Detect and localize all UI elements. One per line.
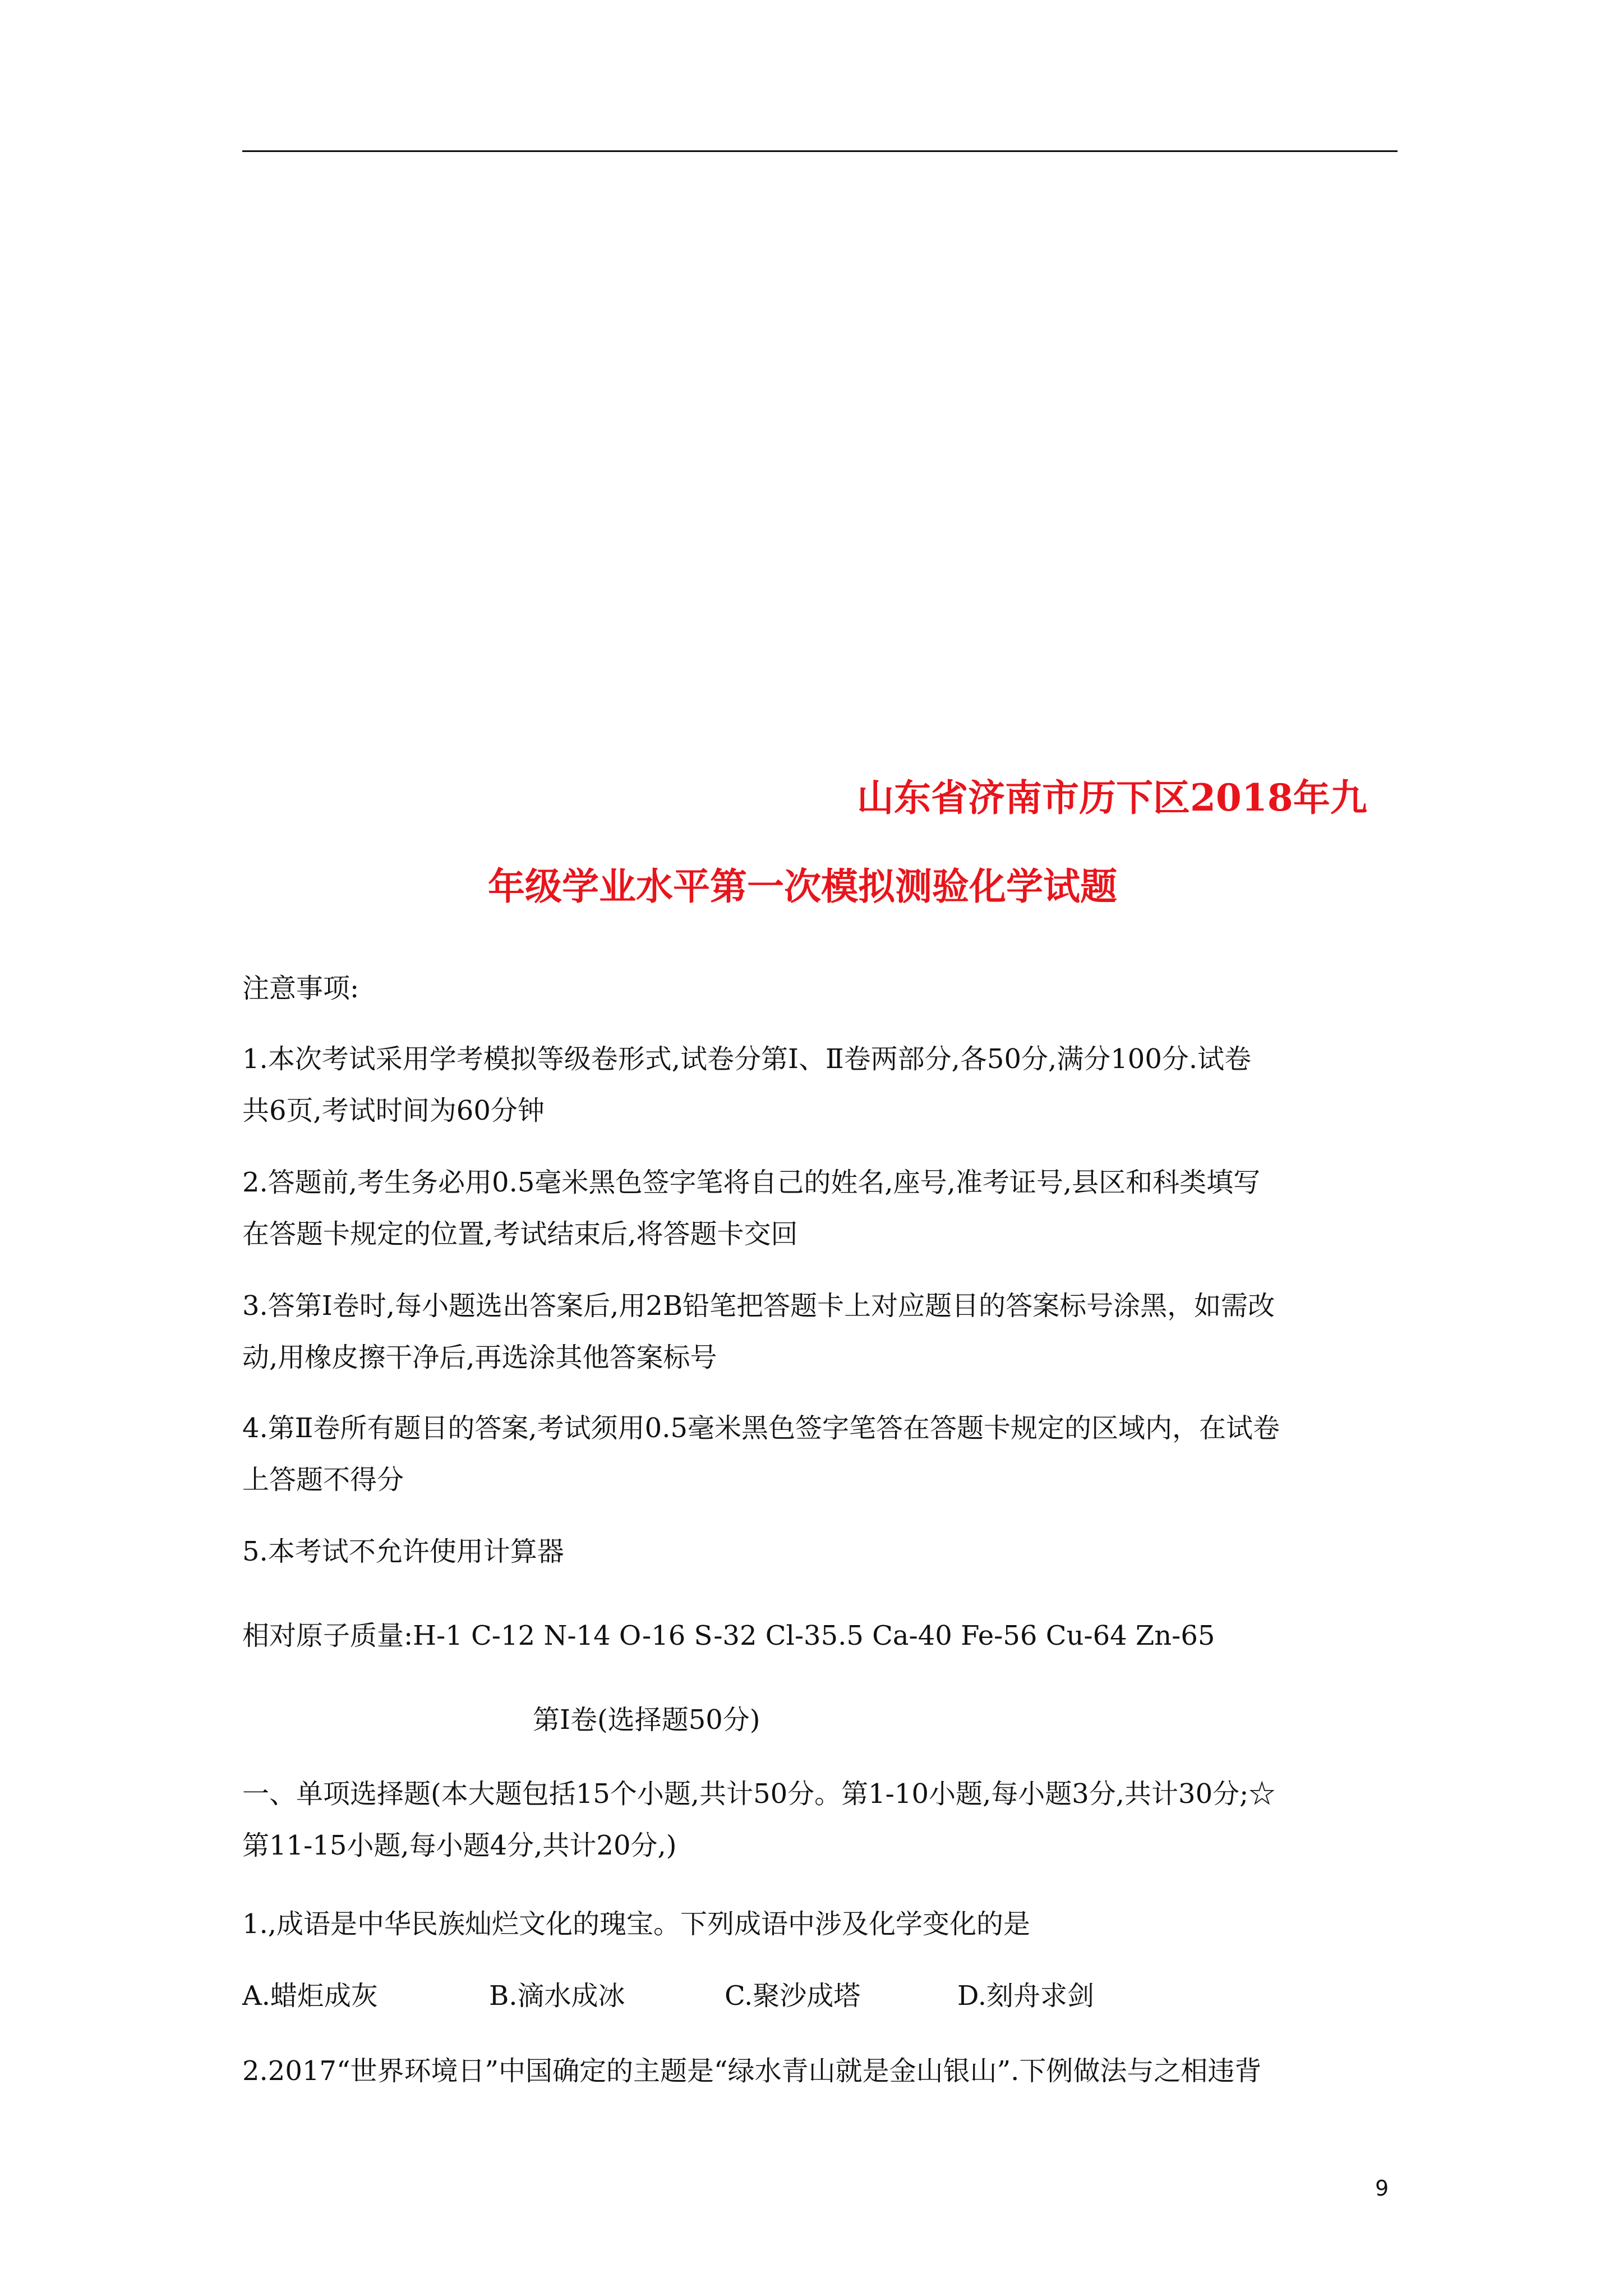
header-rule — [242, 150, 1398, 152]
notice-item-3-line-1: 3.答第Ⅰ卷时,每小题选出答案后,用2B铅笔把答题卡上对应题目的答案标号涂黑，如需改 — [242, 1290, 1275, 1322]
section-title: 第Ⅰ卷(选择题50分) — [533, 1704, 760, 1736]
question-1-option-c: C.聚沙成塔 — [725, 1980, 861, 2012]
notice-item-2-line-2: 在答题卡规定的位置,考试结束后,将答题卡交回 — [242, 1218, 798, 1250]
question-1-text: 1.,成语是中华民族灿烂文化的瑰宝。下列成语中涉及化学变化的是 — [242, 1908, 1031, 1940]
question-2-text: 2.2017“世界环境日”中国确定的主题是“绿水青山就是金山银山”.下例做法与之相违背 — [242, 2055, 1262, 2087]
notice-item-3-line-2: 动,用橡皮擦干净后,再选涂其他答案标号 — [242, 1342, 717, 1373]
question-1-option-d: D.刻舟求剑 — [957, 1980, 1095, 2012]
notice-item-4-line-1: 4.第Ⅱ卷所有题目的答案,考试须用0.5毫米黑色签字笔答在答题卡规定的区域内，在试卷 — [242, 1412, 1280, 1444]
notice-item-4-line-2: 上答题不得分 — [242, 1464, 404, 1496]
notice-item-2-line-1: 2.答题前,考生务必用0.5毫米黑色签字笔将自己的姓名,座号,准考证号,县区和科类填写 — [242, 1167, 1261, 1198]
exam-title-line-2: 年级学业水平第一次模拟测验化学试题 — [488, 864, 1117, 908]
exam-title-line-1: 山东省济南市历下区2018年九 — [857, 776, 1367, 820]
notice-heading: 注意事项: — [242, 973, 359, 1004]
question-1-option-a: A.蜡炬成灰 — [242, 1980, 378, 2012]
notice-item-1-line-2: 共6页,考试时间为60分钟 — [242, 1095, 545, 1126]
page-number: 9 — [1375, 2176, 1389, 2201]
question-1-option-b: B.滴水成冰 — [489, 1980, 625, 2012]
section-instruction-line-1: 一、单项选择题(本大题包括15个小题,共计50分。第1-10小题,每小题3分,共计30分;☆ — [242, 1778, 1276, 1810]
notice-item-1-line-1: 1.本次考试采用学考模拟等级卷形式,试卷分第Ⅰ、Ⅱ卷两部分,各50分,满分100分.试卷 — [242, 1043, 1252, 1075]
atomic-mass-line: 相对原子质量:H-1 C-12 N-14 O-16 S-32 Cl-35.5 Ca-40 Fe-56 Cu-64 Zn-65 — [242, 1620, 1215, 1651]
section-instruction-line-2: 第11-15小题,每小题4分,共计20分,) — [242, 1830, 677, 1861]
notice-item-5: 5.本考试不允许使用计算器 — [242, 1536, 564, 1567]
